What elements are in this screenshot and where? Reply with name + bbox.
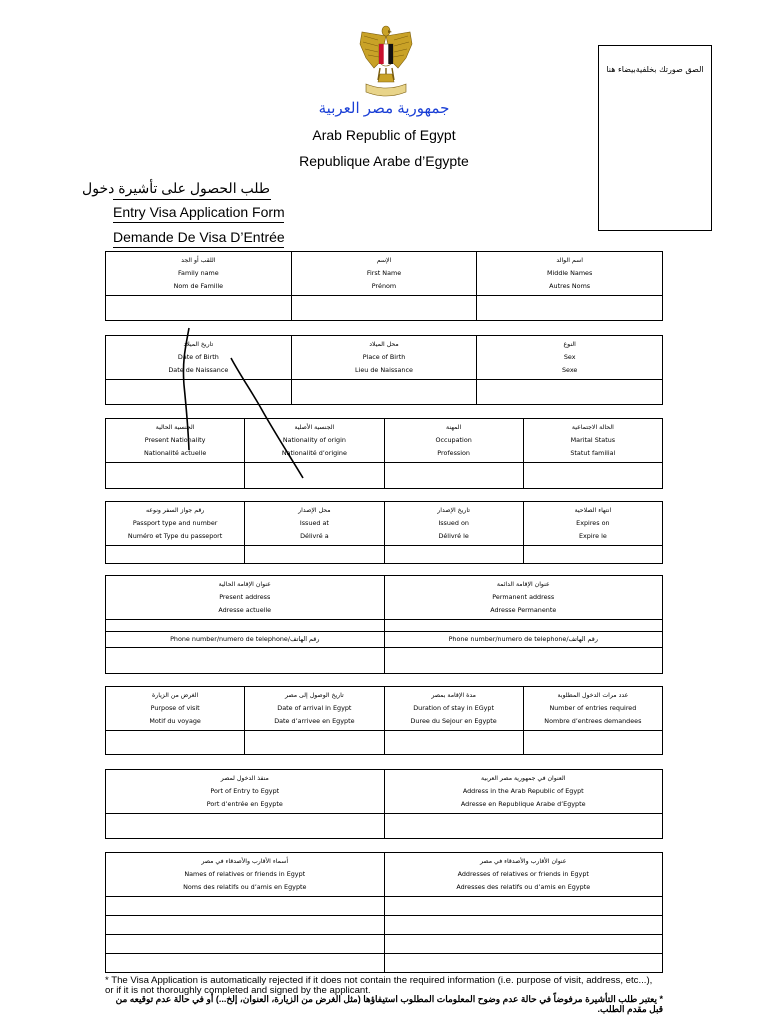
relatives-section <box>105 852 663 973</box>
occupation-label: المهنة Occupation Profession <box>384 419 523 463</box>
birth-section <box>105 335 663 405</box>
relative-address-field[interactable] <box>384 916 663 935</box>
family-name-label: اللقب أو الجد Family name Nom de Famille <box>106 252 292 296</box>
date-of-birth-label: تاريخ الميلاد Date of Birth Date de Naissance <box>106 336 292 380</box>
relative-name-field[interactable] <box>106 935 385 954</box>
nationality-section <box>105 418 663 489</box>
country-name-french: Republique Arabe d’Egypte <box>299 153 469 169</box>
photo-instruction: الصق صورتك بخلفيةبيضاء هنا <box>606 65 704 74</box>
middle-names-label: اسم الوالد Middle Names Autres Noms <box>477 252 663 296</box>
form-title-french: Demande De Visa D’Entrée <box>113 229 284 248</box>
number-of-entries-label: عدد مرات الدخول المطلوبة Number of entries required Nombre d’entrees demandees <box>523 687 662 731</box>
sex-label: النوع Sex Sexe <box>477 336 663 380</box>
port-section <box>105 769 663 839</box>
marital-status-label: الحالة الاجتماعية Marital Status Statut familial <box>523 419 662 463</box>
form-title-arabic: طلب الحصول على تأشيرة دخول <box>113 180 271 200</box>
sex-field[interactable] <box>477 380 663 405</box>
relative-address-field[interactable] <box>384 935 663 954</box>
country-name-english: Arab Republic of Egypt <box>312 127 456 143</box>
first-name-field[interactable] <box>291 296 477 321</box>
marital-status-field[interactable] <box>523 463 662 489</box>
photo-box[interactable] <box>598 45 712 231</box>
permanent-address-field[interactable] <box>384 620 663 632</box>
phone-field-left[interactable] <box>106 648 385 674</box>
egypt-eagle-emblem <box>358 22 414 100</box>
visit-section <box>105 686 663 755</box>
issued-at-label: محل الإصدار Issued at Délivré a <box>245 502 384 546</box>
port-of-entry-label: منفذ الدخول لمصر Port of Entry to Egypt Port d’entrée en Egypte <box>106 770 385 814</box>
relative-address-field[interactable] <box>384 897 663 916</box>
date-of-arrival-field[interactable] <box>245 731 384 755</box>
occupation-field[interactable] <box>384 463 523 489</box>
names-section <box>105 251 663 321</box>
relative-address-field[interactable] <box>384 954 663 973</box>
purpose-of-visit-field[interactable] <box>106 731 245 755</box>
nationality-of-origin-label: الجنسية الأصلية Nationality of origin Nationalité d’origine <box>245 419 384 463</box>
address-in-egypt-label: العنوان في جمهورية مصر العربية Address in the Arab Republic of Egypt Adresse en Republique Arabe d’Egypte <box>384 770 663 814</box>
form-title-english: Entry Visa Application Form <box>113 204 284 223</box>
nationality-of-origin-field[interactable] <box>245 463 384 489</box>
place-of-birth-label: محل الميلاد Place of Birth Lieu de Naissance <box>291 336 477 380</box>
address-in-egypt-field[interactable] <box>384 814 663 839</box>
issued-on-label: تاريخ الإصدار Issued on Délivré le <box>384 502 523 546</box>
duration-of-stay-field[interactable] <box>384 731 523 755</box>
phone-field-right[interactable] <box>384 648 663 674</box>
present-address-label: عنوان الإقامة الحالية Present address Adresse actuelle <box>106 576 385 620</box>
issued-at-field[interactable] <box>245 546 384 564</box>
place-of-birth-field[interactable] <box>291 380 477 405</box>
issued-on-field[interactable] <box>384 546 523 564</box>
family-name-field[interactable] <box>106 296 292 321</box>
passport-number-label: رقم جواز السفر ونوعه Passport type and number Numéro et Type du passeport <box>106 502 245 546</box>
relative-name-field[interactable] <box>106 916 385 935</box>
purpose-of-visit-label: الغرض من الزيارة Purpose of visit Motif du voyage <box>106 687 245 731</box>
date-of-birth-field[interactable] <box>106 380 292 405</box>
permanent-address-label: عنوان الإقامة الدائمة Permanent address Adresse Permanente <box>384 576 663 620</box>
passport-number-field[interactable] <box>106 546 245 564</box>
expires-on-label: انتهاء الصلاحية Expires on Expire le <box>523 502 662 546</box>
passport-section <box>105 501 663 564</box>
expires-on-field[interactable] <box>523 546 662 564</box>
port-of-entry-field[interactable] <box>106 814 385 839</box>
address-section <box>105 575 663 674</box>
footnote-arabic: * يعتبر طلب التأشيرة مرفوضاً في حالة عدم وضوح المعلومات المطلوب استيفاؤها (مثل الغرض من الزيارة، العنوان، إلخ...) أو في حالة عدم توقيعه من قبل مقدم الطلب. <box>115 994 663 1014</box>
present-nationality-label: الجنسية الحالية Present Nationality Nationalité actuelle <box>106 419 245 463</box>
country-name-arabic: جمهورية مصر العربية <box>318 100 450 117</box>
phone-label-left: Phone number/numero de telephone/رقم الهاتف <box>106 632 385 648</box>
duration-of-stay-label: مدة الإقامة بمصر Duration of stay in EGypt Duree du Sejour en Egypte <box>384 687 523 731</box>
number-of-entries-field[interactable] <box>523 731 662 755</box>
relatives-names-label: أسماء الأقارب والأصدقاء في مصر Names of relatives or friends in Egypt Noms des relatifs ou d’amis en Egypte <box>106 853 385 897</box>
present-nationality-field[interactable] <box>106 463 245 489</box>
phone-label-right: Phone number/numero de telephone/رقم الهاتف <box>384 632 663 648</box>
footnote-english: * The Visa Application is automatically rejected if it does not contain the required information (i.e. purpose of visit, address, etc...), or if it is not thoroughly completed and signed by the applicant. <box>105 975 653 996</box>
relative-name-field[interactable] <box>106 897 385 916</box>
first-name-label: الإسم First Name Prénom <box>291 252 477 296</box>
relative-name-field[interactable] <box>106 954 385 973</box>
middle-names-field[interactable] <box>477 296 663 321</box>
date-of-arrival-label: تاريخ الوصول إلى مصر Date of arrival in Egypt Date d’arrivee en Egypte <box>245 687 384 731</box>
present-address-field[interactable] <box>106 620 385 632</box>
relatives-addresses-label: عنوان الأقارب والأصدقاء في مصر Addresses of relatives or friends in Egypt Adresses des relatifs ou d’amis en Egypte <box>384 853 663 897</box>
